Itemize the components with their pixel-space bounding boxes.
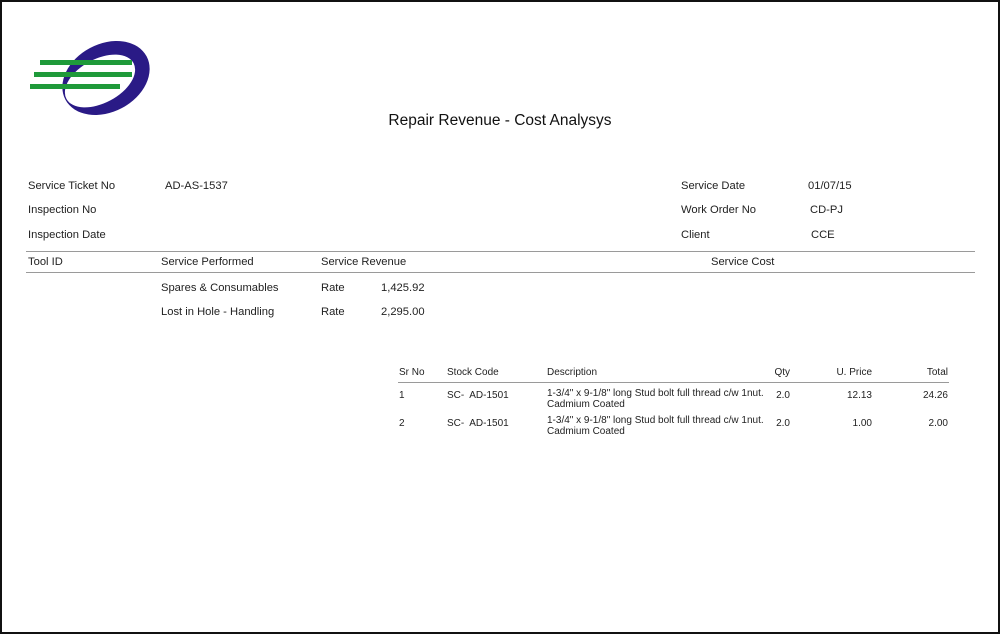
item-total: 2.00 <box>928 418 948 429</box>
inspection-no-label: Inspection No <box>28 204 97 216</box>
inspection-date-label: Inspection Date <box>28 229 106 241</box>
item-qty: 2.0 <box>776 390 790 401</box>
item-stock-code: SC- AD-1501 <box>447 418 509 429</box>
company-logo <box>30 36 158 122</box>
client-value: CCE <box>811 229 835 241</box>
col-tool-id: Tool ID <box>28 256 63 268</box>
service-ticket-value: AD-AS-1537 <box>165 180 228 192</box>
service-name: Spares & Consumables <box>161 282 279 294</box>
items-col-unit-price: U. Price <box>836 367 872 378</box>
items-header-rule <box>398 382 949 383</box>
item-unit-price: 1.00 <box>852 418 872 429</box>
item-sr-no: 2 <box>399 418 405 429</box>
items-col-description: Description <box>547 367 598 378</box>
item-unit-price: 12.13 <box>846 390 872 401</box>
service-amount: 2,295.00 <box>381 306 425 318</box>
service-name: Lost in Hole - Handling <box>161 306 275 318</box>
service-date-value: 01/07/15 <box>808 180 852 192</box>
item-sr-no: 1 <box>399 390 405 401</box>
col-service-cost: Service Cost <box>711 256 775 268</box>
columns-top-rule <box>26 251 975 252</box>
columns-bottom-rule <box>26 272 975 273</box>
service-ticket-label: Service Ticket No <box>28 180 116 192</box>
service-date-label: Service Date <box>681 180 746 192</box>
items-col-sr-no: Sr No <box>399 367 425 378</box>
client-label: Client <box>681 229 710 241</box>
items-col-stock-code: Stock Code <box>447 367 499 378</box>
service-basis: Rate <box>321 306 345 318</box>
work-order-label: Work Order No <box>681 204 757 216</box>
item-qty: 2.0 <box>776 418 790 429</box>
item-description: 1-3/4" x 9-1/8" long Stud bolt full thread c/w 1nut. Cadmium Coated <box>547 388 764 410</box>
item-description: 1-3/4" x 9-1/8" long Stud bolt full thread c/w 1nut. Cadmium Coated <box>547 415 764 437</box>
items-col-qty: Qty <box>774 367 790 378</box>
col-service-performed: Service Performed <box>161 256 254 268</box>
service-basis: Rate <box>321 282 345 294</box>
col-service-revenue: Service Revenue <box>321 256 407 268</box>
report-title: Repair Revenue - Cost Analysys <box>388 112 612 129</box>
items-col-total: Total <box>926 367 948 378</box>
work-order-value: CD-PJ <box>810 204 843 216</box>
item-total: 24.26 <box>922 390 948 401</box>
item-stock-code: SC- AD-1501 <box>447 390 509 401</box>
service-amount: 1,425.92 <box>381 282 425 294</box>
